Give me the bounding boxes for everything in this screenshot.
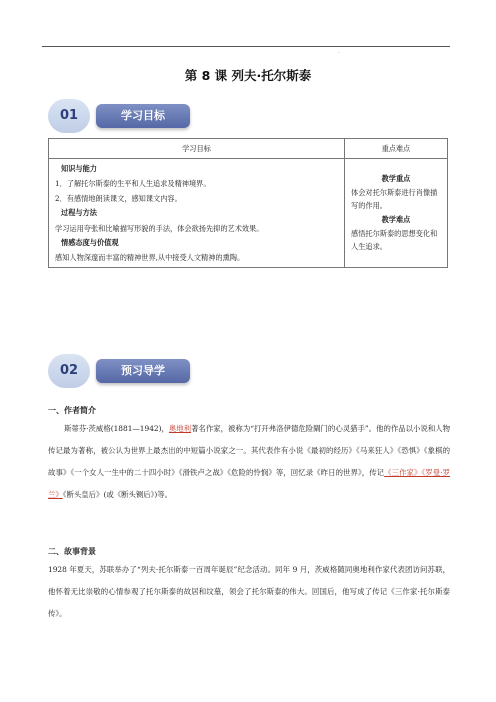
highlight-austria: 奥地利	[168, 424, 192, 433]
subheading-knowledge: 知识与能力	[61, 164, 97, 173]
difficulty-heading: 教学难点	[381, 215, 411, 225]
table-header-key-points: 重点难点	[345, 139, 448, 159]
objectives-cell	[49, 159, 345, 268]
banner-label: 学习目标	[96, 104, 190, 128]
subheading-attitude: 情感态度与价值观	[61, 237, 119, 247]
header-rule	[42, 46, 450, 47]
objective-item: 感知人物深邃而丰富的精神世界,从中接受人文精神的熏陶。	[55, 252, 245, 262]
banner-number-badge: 01	[48, 99, 90, 133]
heading-background: 二、故事背景	[48, 547, 96, 556]
objective-item: 2．有感情地朗读课文，感知课文内容。	[55, 194, 182, 204]
objectives-table	[48, 138, 448, 268]
key-points-text: 体会对托尔斯泰进行肖像描写的作用。	[351, 187, 438, 211]
heading-author: 一、作者简介	[48, 406, 96, 415]
key-points-cell	[345, 159, 448, 268]
lesson-title: 第 8 课 列夫·托尔斯泰	[184, 68, 312, 83]
highlight-biographies: 《三作家》《罗曼·罗兰》	[48, 468, 450, 499]
objective-item: 学习运用夸张和比喻描写形貌的手法，体会欲扬先抑的艺术效果。	[55, 223, 264, 233]
background-paragraph: 1928 年夏天，苏联举办了“列夫·托尔斯泰一百周年诞辰”纪念活动。同年 9 月，茨威格随同奥地利作家代表团访问苏联，他怀着无比崇敬的心情参观了托尔斯泰的故居和坟墓，领会了托尔斯泰的伟大。回国后，他写成了传记《三作家·托尔斯泰传》。	[48, 565, 450, 618]
subheading-process: 过程与方法	[61, 208, 97, 218]
banner-label: 预习导学	[96, 359, 190, 383]
table-header-objectives: 学习目标	[49, 139, 345, 159]
objective-item: 1．了解托尔斯泰的生平和人生追求及精神境界。	[55, 179, 211, 189]
key-points-heading: 教学重点	[381, 174, 411, 184]
difficulty-text: 感悟托尔斯泰的思想变化和人生追求。	[351, 228, 438, 252]
author-paragraph: 斯蒂芬·茨威格(1881—1942)，奥地利著名作家，被称为“打开弗洛伊德危险閘门的心灵猎手”。他的作品以小说和人物传记最为著称，被公认为世界上最杰出的中短篇小说家之一。其代表作有小说《最初的经历》《马来狂人》《恐惧》《象棋的故事》《一个女人一生中的二十四小时》《滑铁卢之战》《危险的怜悯》等，回忆录《昨日的世界》，传记《三作家》《罗曼·罗兰》《断头皇后》(或《断头铡后》)等。	[48, 424, 450, 499]
header-dot: .	[338, 49, 340, 55]
banner-number-badge: 02	[48, 354, 90, 388]
section-banner-preview	[48, 354, 198, 388]
section-banner-objectives	[48, 99, 198, 133]
